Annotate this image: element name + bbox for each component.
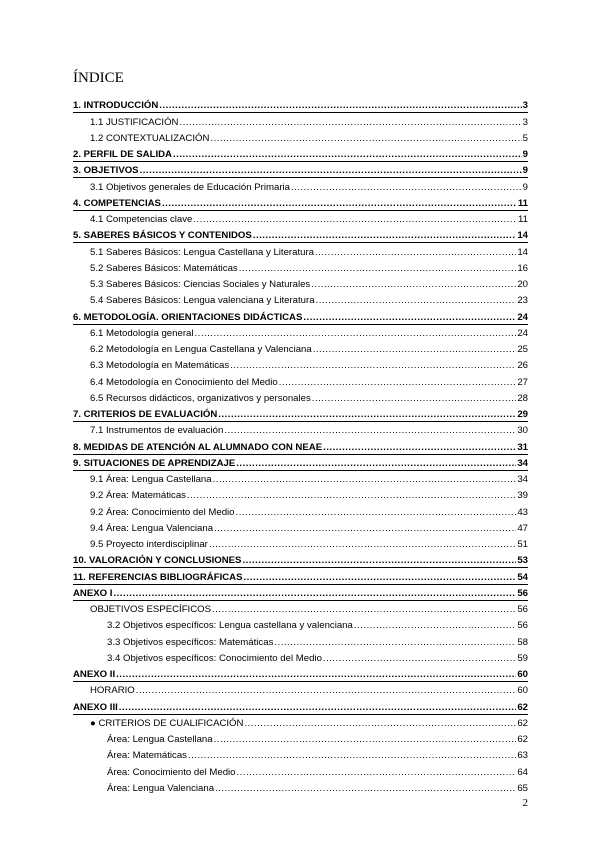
toc-entry-label: Área: Lengua Castellana [107, 734, 213, 745]
dot-leader [173, 149, 522, 161]
toc-entry-page: 9 [522, 165, 528, 177]
toc-entry-page: 31 [517, 441, 528, 453]
toc-entry-label: 3.4 Objetivos específicos: Conocimiento del Medio [107, 652, 322, 664]
toc-entry-label: 6.1 Metodología general [90, 327, 194, 339]
toc-entry[interactable] [73, 666, 528, 682]
toc-entry-label: 3.1 Objetivos generales de Educación Primaria [90, 181, 290, 193]
toc-entry-label: 5.2 Saberes Básicos: Matemáticas [90, 262, 238, 274]
toc-entry-label: 3. OBJETIVOS [73, 165, 139, 177]
toc-entry[interactable] [73, 308, 528, 324]
toc-entry-page: 16 [517, 262, 528, 274]
dot-leader [230, 360, 516, 372]
toc-entry-label: ANEXO III [73, 701, 118, 713]
toc-entry-label: 10. VALORACIÓN Y CONCLUSIONES [73, 555, 242, 567]
toc-entry-label: 6.4 Metodología en Conocimiento del Medio [90, 376, 278, 388]
toc-entry-page: 54 [517, 571, 528, 583]
dot-leader [136, 685, 517, 697]
dot-leader [209, 539, 516, 551]
toc-entry[interactable] [73, 390, 528, 406]
toc-entry-label: 1. INTRODUCCIÓN [73, 100, 159, 112]
toc-entry-page: 34 [517, 474, 528, 485]
toc-entry-label: 9.5 Proyecto interdisciplinar [90, 539, 208, 550]
toc-entry[interactable] [73, 113, 528, 129]
toc-entry[interactable] [73, 698, 528, 714]
toc-entry-page: 62 [517, 701, 528, 713]
toc-entry[interactable] [73, 471, 528, 487]
toc-entry-page: 5 [522, 132, 528, 144]
toc-entry[interactable] [73, 406, 528, 422]
toc-entry-page: 24 [517, 327, 528, 339]
dot-leader [291, 182, 522, 194]
toc-entry-label: ANEXO II [73, 669, 116, 680]
toc-entry-label: 1.1 JUSTIFICACIÓN [90, 116, 179, 128]
dot-leader [242, 555, 516, 567]
dot-leader [187, 490, 516, 502]
toc-entry[interactable] [73, 162, 528, 178]
toc-entry-page: 24 [517, 311, 528, 323]
toc-entry[interactable] [73, 731, 528, 747]
dot-leader [244, 718, 516, 730]
dot-leader [236, 507, 517, 519]
toc-entry-label: 3.3 Objetivos específicos: Matemáticas [107, 636, 274, 648]
dot-leader [224, 425, 516, 437]
toc-entry-page: 56 [517, 604, 528, 615]
toc-entry-page: 30 [517, 425, 528, 437]
page-title: ÍNDICE [73, 70, 124, 86]
toc-entry-page: 56 [517, 587, 528, 599]
dot-leader [313, 344, 517, 356]
toc-entry[interactable] [73, 747, 528, 763]
toc-entry-page: 64 [517, 766, 528, 778]
toc-entry-page: 62 [517, 734, 528, 745]
toc-entry[interactable] [73, 130, 528, 146]
toc-entry-page: 63 [517, 750, 528, 762]
toc-entry[interactable] [73, 487, 528, 503]
dot-leader [244, 572, 517, 584]
toc-entry-page: 51 [517, 539, 528, 550]
toc-entry-label: 6.5 Recursos didácticos, organizativos y personales [90, 392, 311, 404]
dot-leader [162, 198, 517, 210]
toc-entry-page: 58 [517, 636, 528, 648]
dot-leader [315, 247, 516, 259]
toc-entry[interactable] [73, 780, 528, 796]
dot-leader [212, 604, 516, 616]
toc-entry-page: 20 [517, 279, 528, 290]
toc-entry-page: 47 [517, 522, 528, 534]
toc-entry-page: 34 [517, 457, 528, 469]
toc-entry-page: 3 [522, 100, 528, 112]
toc-entry[interactable] [73, 650, 528, 666]
toc-entry-label: 5.3 Saberes Básicos: Ciencias Sociales y Naturales [90, 279, 311, 290]
toc-entry-label: ANEXO I [73, 587, 113, 599]
toc-entry-page: 39 [517, 490, 528, 502]
toc-entry-label: 9.4 Área: Lengua Valenciana [90, 522, 214, 534]
dot-leader [180, 117, 522, 129]
toc-entry-page: 14 [517, 230, 528, 242]
toc-entry-label: 5.4 Saberes Básicos: Lengua valenciana y Literatura [90, 295, 315, 307]
toc-entry-page: 14 [517, 246, 528, 258]
toc-entry[interactable] [73, 373, 528, 389]
toc-entry-page: 29 [517, 409, 528, 420]
toc-entry-page: 62 [517, 717, 528, 729]
toc-entry-label: 9.2 Área: Conocimiento del Medio [90, 506, 235, 518]
toc-entry-label: 1.2 CONTEXTUALIZACIÓN [90, 132, 210, 144]
dot-leader [210, 133, 521, 145]
toc-entry-page: 27 [517, 376, 528, 388]
toc-entry-label: 8. MEDIDAS DE ATENCIÓN AL ALUMNADO CON NEAE [73, 441, 323, 453]
toc-entry[interactable] [73, 357, 528, 373]
toc-entry[interactable] [73, 260, 528, 276]
dot-leader [214, 523, 516, 535]
toc-entry-page: 59 [517, 652, 528, 664]
toc-entry-label: 9. SITUACIONES DE APRENDIZAJE [73, 457, 236, 469]
dot-leader [116, 669, 516, 681]
page-number: 2 [522, 797, 528, 809]
dot-leader [113, 588, 516, 600]
toc-entry[interactable] [73, 617, 528, 633]
toc-entry-page: 53 [517, 555, 528, 567]
toc-entry[interactable] [73, 146, 528, 162]
toc-entry-page: 23 [517, 295, 528, 307]
dot-leader [311, 279, 516, 291]
dot-leader [188, 750, 516, 762]
toc-entry-page: 60 [517, 669, 528, 680]
toc-entry-page: 11 [518, 214, 528, 225]
dot-leader [214, 734, 517, 746]
toc-entry[interactable] [73, 195, 528, 211]
toc-entry[interactable] [73, 276, 528, 292]
toc-entry[interactable] [73, 422, 528, 438]
dot-leader [236, 458, 516, 470]
toc-entry[interactable] [73, 503, 528, 519]
toc-entry-label: 4. COMPETENCIAS [73, 197, 161, 209]
dot-leader [354, 620, 516, 632]
toc-entry-label: HORARIO [90, 685, 135, 697]
toc-entry[interactable] [73, 682, 528, 698]
toc-entry-page: 11 [517, 197, 528, 209]
dot-leader [323, 653, 516, 665]
dot-leader [323, 442, 516, 454]
dot-leader [312, 393, 517, 405]
toc-entry-page: 9 [522, 181, 528, 193]
toc-entry-page: 3 [522, 116, 528, 128]
dot-leader [274, 637, 516, 649]
dot-leader [237, 767, 517, 779]
dot-leader [193, 214, 517, 226]
toc-entry-label: ● CRITERIOS DE CUALIFICACIÓN [90, 717, 244, 729]
dot-leader [279, 377, 517, 389]
toc-entry[interactable] [73, 438, 528, 454]
dot-leader [303, 312, 516, 324]
toc-entry-page: 28 [517, 392, 528, 404]
toc-entry[interactable] [73, 552, 528, 568]
toc-entry-page: 9 [522, 149, 528, 160]
dot-leader [159, 100, 521, 112]
toc-entry[interactable] [73, 715, 528, 731]
toc-entry[interactable] [73, 97, 528, 113]
toc-entry-label: 9.2 Área: Matemáticas [90, 490, 186, 502]
dot-leader [253, 230, 517, 242]
toc-entry-page: 60 [517, 685, 528, 697]
toc-entry-label: 4.1 Competencias clave [90, 214, 193, 225]
toc-entry[interactable] [73, 455, 528, 471]
toc-entry[interactable] [73, 633, 528, 649]
toc-entry-label: Área: Matemáticas [107, 750, 187, 762]
toc-entry-label: Área: Lengua Valenciana [107, 782, 215, 794]
toc-entry-label: 2. PERFIL DE SALIDA [73, 149, 172, 160]
toc-entry-page: 25 [517, 344, 528, 355]
toc-entry[interactable] [73, 520, 528, 536]
toc-entry[interactable] [73, 211, 528, 227]
toc-entry[interactable] [73, 601, 528, 617]
toc-entry-label: 9.1 Área: Lengua Castellana [90, 474, 212, 485]
toc-entry-label: 7. CRITERIOS DE EVALUACIÓN [73, 409, 218, 420]
dot-leader [239, 263, 517, 275]
dot-leader [194, 328, 516, 340]
toc-entry[interactable] [73, 178, 528, 194]
toc-entry[interactable] [73, 243, 528, 259]
toc-entry[interactable] [73, 536, 528, 552]
dot-leader [215, 783, 516, 795]
toc-entry-label: 5. SABERES BÁSICOS Y CONTENIDOS [73, 230, 252, 242]
dot-leader [316, 295, 517, 307]
toc-entry-label: 6.2 Metodología en Lengua Castellana y Valenciana [90, 344, 312, 355]
toc-entry-label: 5.1 Saberes Básicos: Lengua Castellana y Literatura [90, 246, 314, 258]
toc-entry[interactable] [73, 325, 528, 341]
toc-entry-label: 3.2 Objetivos específicos: Lengua castellana y valenciana [107, 620, 353, 632]
dot-leader [119, 702, 517, 714]
toc-entry-page: 43 [517, 506, 528, 518]
toc-entry[interactable] [73, 341, 528, 357]
dot-leader [218, 409, 516, 421]
toc-entry-page: 56 [517, 620, 528, 632]
toc-entry-label: 6. METODOLOGÍA. ORIENTACIONES DIDÁCTICAS [73, 311, 303, 323]
toc-entry-page: 65 [517, 782, 528, 794]
toc-entry[interactable] [73, 763, 528, 779]
toc-entry-label: 7.1 Instrumentos de evaluación [90, 425, 224, 437]
toc-entry-label: OBJETIVOS ESPECÍFICOS [90, 604, 212, 615]
toc-entry-label: 6.3 Metodología en Matemáticas [90, 360, 230, 372]
toc-entry[interactable] [73, 292, 528, 308]
toc-entry-label: 11. REFERENCIAS BIBLIOGRÁFICAS [73, 571, 243, 583]
toc-entry-label: Área: Conocimiento del Medio [107, 766, 236, 778]
toc-entry[interactable] [73, 568, 528, 584]
dot-leader [213, 474, 517, 486]
toc-entry[interactable] [73, 585, 528, 601]
toc-entry[interactable] [73, 227, 528, 243]
dot-leader [140, 165, 522, 177]
table-of-contents [73, 97, 528, 796]
toc-entry-page: 26 [517, 360, 528, 372]
